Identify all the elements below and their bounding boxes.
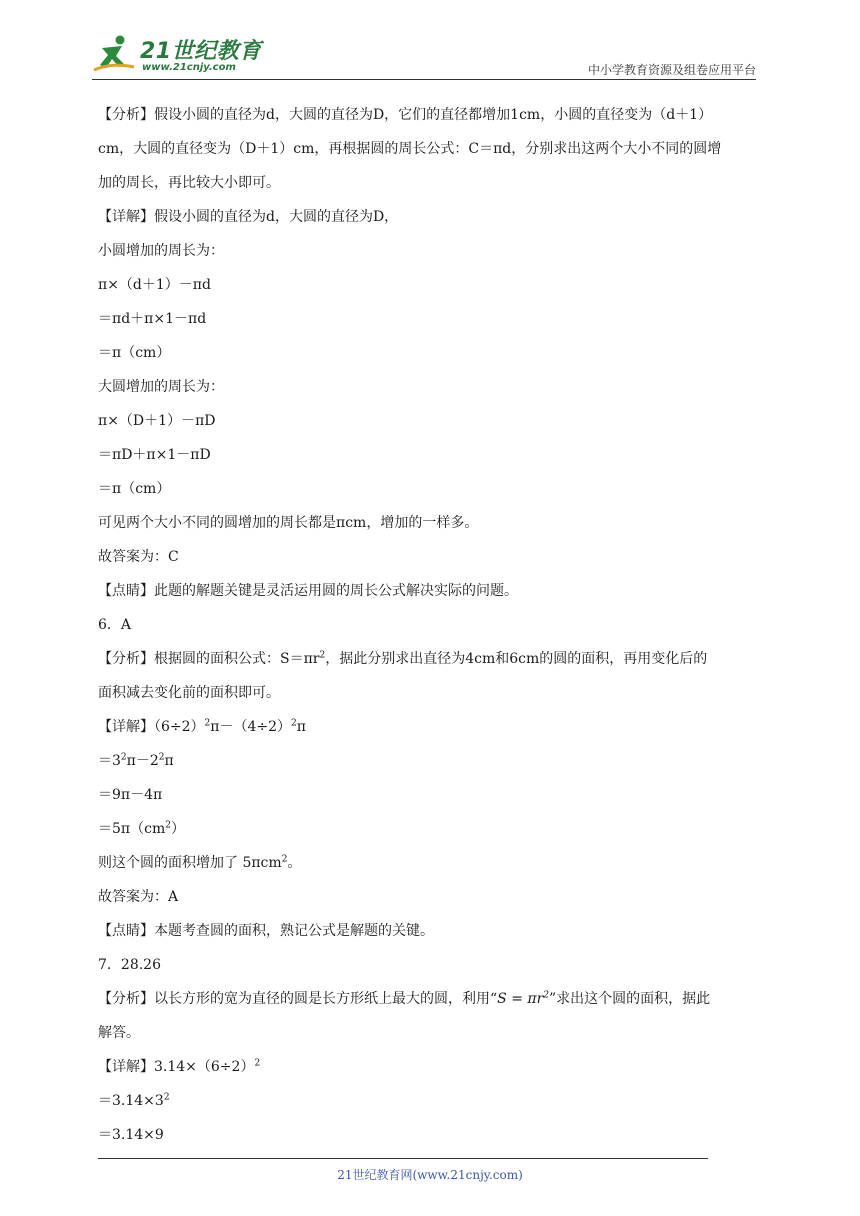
logo xyxy=(92,34,272,78)
header-divider xyxy=(92,79,756,80)
superscript: 2 xyxy=(319,650,326,661)
text-line: ＝9π－4π xyxy=(98,787,163,803)
text-span: π xyxy=(164,753,174,769)
platform-title: 中小学教育资源及组卷应用平台 xyxy=(587,63,756,77)
superscript: 2 xyxy=(158,752,165,763)
text-line: 【分析】假设小圆的直径为d，大圆的直径为D，它们的直径都增加1cm，小圆的直径变为（d＋1） xyxy=(98,107,713,123)
text-line: 面积减去变化前的面积即可。 xyxy=(98,685,280,701)
text-span: ”求出这个圆的面积，据此 xyxy=(549,991,711,1007)
text-line xyxy=(98,812,762,846)
logo-text: 21世纪教育 xyxy=(140,39,262,64)
text-line: ＝3.14×9 xyxy=(98,1127,164,1143)
text-line: 可见两个大小不同的圆增加的周长都是πcm，增加的一样多。 xyxy=(98,515,479,531)
text-span: ） xyxy=(170,821,185,837)
text-line: 故答案为：A xyxy=(98,889,179,905)
page-footer: 21世纪教育网(www.21cnjy.com) xyxy=(337,1168,523,1182)
text-span: π xyxy=(296,719,306,735)
text-line: 解答。 xyxy=(98,1025,140,1041)
text-line xyxy=(98,982,762,1016)
answer-content xyxy=(98,98,762,1152)
superscript: 2 xyxy=(165,820,171,831)
text-line xyxy=(98,1050,762,1084)
text-line: π×（D＋1）－πD xyxy=(98,413,216,429)
text-span: π－（4÷2） xyxy=(210,719,292,735)
runner-logo-icon xyxy=(92,34,136,74)
text-span: ＝5π（cm xyxy=(98,821,166,837)
question-number: 6．A xyxy=(98,617,132,633)
text-line xyxy=(98,710,762,744)
page-header xyxy=(0,0,860,80)
text-span: 则这个圆的面积增加了 5πcm xyxy=(98,855,282,871)
text-span: 。 xyxy=(287,855,302,871)
text-line: 加的周长，再比较大小即可。 xyxy=(98,175,280,191)
text-span: 【分析】以长方形的宽为直径的圆是长方形纸上最大的圆，利用“ xyxy=(98,991,498,1007)
text-line xyxy=(98,846,762,880)
text-line: ＝πd＋π×1－πd xyxy=(98,311,207,327)
text-span: ＝3.14×3 xyxy=(98,1093,164,1109)
footer-divider xyxy=(98,1158,708,1159)
text-span: ，据此分别求出直径为4cm和6cm的圆的面积，再用变化后的 xyxy=(325,651,708,667)
text-line: 大圆增加的周长为： xyxy=(98,379,224,395)
superscript: 2 xyxy=(291,718,297,729)
formula-text: S = πr xyxy=(497,991,544,1007)
text-line: π×（d＋1）－πd xyxy=(98,277,211,293)
superscript: 2 xyxy=(204,718,211,729)
text-span: 【分析】根据圆的面积公式：S＝πr xyxy=(98,651,320,667)
text-line xyxy=(98,1084,762,1118)
superscript: 2 xyxy=(543,990,550,1001)
superscript: 2 xyxy=(163,1092,170,1103)
superscript: 2 xyxy=(281,854,288,865)
text-line: 【点睛】此题的解题关键是灵活运用圆的周长公式解决实际的问题。 xyxy=(98,583,518,599)
text-line: 小圆增加的周长为： xyxy=(98,243,224,259)
text-line xyxy=(98,744,762,778)
text-span: 【详解】3.14×（6÷2） xyxy=(98,1059,255,1075)
text-line: cm，大圆的直径变为（D＋1）cm，再根据圆的周长公式：C＝πd，分别求出这两个大小不同的圆增 xyxy=(98,141,722,157)
text-line: 【点睛】本题考查圆的面积，熟记公式是解题的关键。 xyxy=(98,923,434,939)
text-line: ＝π（cm） xyxy=(98,345,171,361)
logo-url: www.21cnjy.com xyxy=(142,62,236,73)
area-formula xyxy=(497,991,549,1007)
text-line: 【详解】假设小圆的直径为d，大圆的直径为D， xyxy=(98,209,399,225)
text-line: 故答案为：C xyxy=(98,549,179,565)
text-line: ＝π（cm） xyxy=(98,481,171,497)
superscript: 2 xyxy=(254,1058,261,1069)
text-line: ＝πD＋π×1－πD xyxy=(98,447,211,463)
text-span: ＝3 xyxy=(98,753,121,769)
superscript: 2 xyxy=(120,752,127,763)
question-number: 7．28.26 xyxy=(98,957,161,973)
text-line xyxy=(98,642,762,676)
text-span: π－2 xyxy=(126,753,159,769)
text-span: 【详解】（6÷2） xyxy=(98,719,205,735)
